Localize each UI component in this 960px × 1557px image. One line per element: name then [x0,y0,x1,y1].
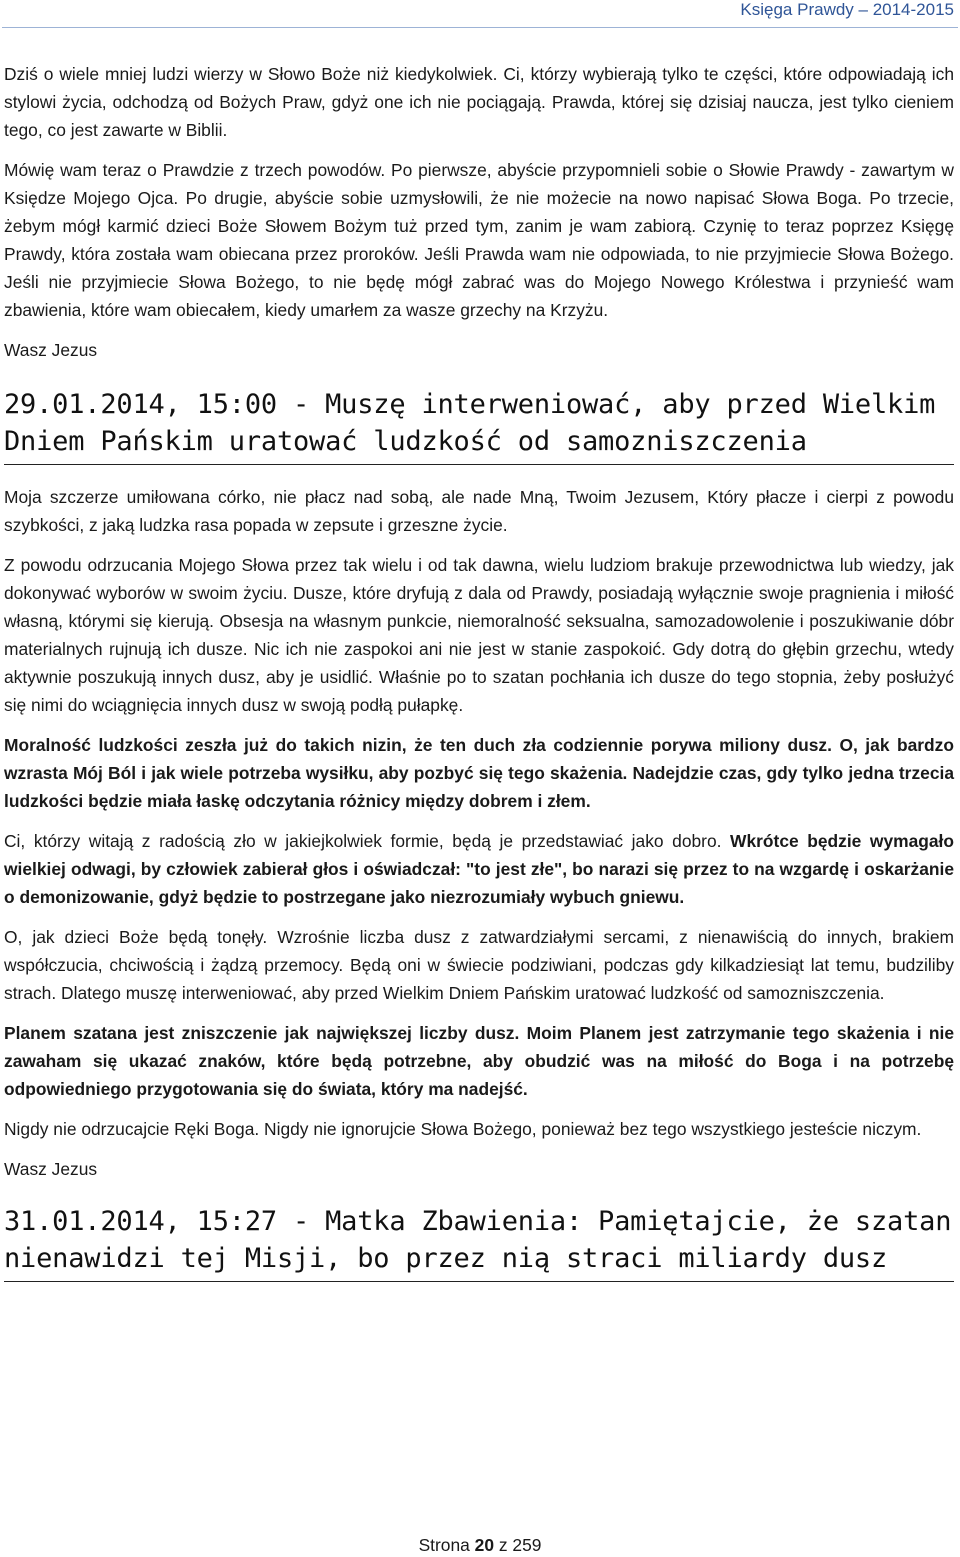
signature-2: Wasz Jezus [4,1159,98,1179]
message-paragraph-4-normal: Ci, którzy witają z radością zło w jakiejkolwiek formie, będą je przedstawiać jako dobro. [4,831,731,851]
footer-prefix: Strona [418,1535,470,1555]
message-paragraph-6: Planem szatana jest zniszczenie jak największej liczby dusz. Moim Planem jest zatrzymanie tego skażenia i nie zawaham się ukazać znaków, które będą potrzebne, aby obudzić was na miłość do Boga i na potrzebę odpowiedniego przygotowania się do świata, który ma nadejść. [4,1023,954,1099]
intro-paragraph-2: Mówię wam teraz o Prawdzie z trzech powodów. Po pierwsze, abyście przypomnieli sobie o Słowie Prawdy - zawartym w Księdze Mojego Ojca. Po drugie, abyście sobie uzmysłowili, że nie możecie na nowo napisać Słowa Boga. Po trzecie, żebym mógł karmić dzieci Boże Słowem Bożym tuż przed tym, zanim je wam zabiorą. Czynię to teraz poprzez Księgę Prawdy, która została wam obiecana przez proroków. Jeśli Prawda wam nie odpowiada, to nie przyjmiecie Słowa Bożego. Jeśli nie przyjmiecie Słowa Bożego, to nie będę mógł zabrać was do Mojego Nowego Królestwa i przynieść wam zbawienia, które wam obiecałem, kiedy umarłem za wasze grzechy na Krzyżu. [4,160,954,320]
message-heading-1: 29.01.2014, 15:00 - Muszę interweniować, aby przed Wielkim Dniem Pańskim uratować ludzkość od samozniszczenia [4,386,954,465]
signature: Wasz Jezus [4,340,98,360]
message-paragraph-7: Nigdy nie odrzucajcie Ręki Boga. Nigdy nie ignorujcie Słowa Bożego, ponieważ bez tego wszystkiego jesteście niczym. [4,1119,922,1139]
message-paragraph-4 [4,827,954,911]
message-paragraph-2: Z powodu odrzucania Mojego Słowa przez tak wielu i od tak dawna, wielu ludziom brakuje przewodnictwa lub wiedzy, jak dokonywać wyborów w swoim życiu. Dusze, które dryfują z dala od Prawdy, posiadają wyłącznie swoje pragnienia i miłość własną, którymi się kierują. Obsesja na własnym punkcie, niemoralność seksualna, samozadowolenie i poszukiwanie dóbr materialnych rujnują ich dusze. Nic ich nie zaspokoi ani nie jest w stanie zaspokoić. Gdy dotrą do głębin grzechu, wtedy aktywnie poszukują innych dusz, aby je usidlić. Właśnie po to szatan pochłania ich dusze do tego stopnia, żeby posłużyć się nimi do wciągnięcia innych dusz w swoją podłą pułapkę. [4,555,954,715]
footer-of: z [498,1535,508,1555]
page-content [4,60,954,1300]
page-footer [0,1535,960,1556]
message-heading-2: 31.01.2014, 15:27 - Matka Zbawienia: Pamiętajcie, że szatan nienawidzi tej Misji, bo przez nią straci miliardy dusz [4,1203,954,1282]
message-paragraph-4-bold: Wkrótce będzie wymagało wielkiej odwagi, by człowiek zabierał głos i oświadczał: "to jest złe", bo narazi się przez to na wzgardę i oskarżanie o demonizowanie, gdyż będzie to postrzegane jako niezrozumiały wybuch gniewu. [4,831,954,907]
message-paragraph-1: Moja szczerze umiłowana córko, nie płacz nad sobą, ale nade Mną, Twoim Jezusem, Który płacze i cierpi z powodu szybkości, z jaką ludzka rasa popada w zepsute i grzeszne życie. [4,487,954,535]
footer-total-pages: 259 [512,1535,542,1555]
intro-paragraph-1: Dziś o wiele mniej ludzi wierzy w Słowo Boże niż kiedykolwiek. Ci, którzy wybierają tylko te części, które odpowiadają ich stylowi życia, odchodzą od Bożych Praw, gdyż one ich nie pociągają. Prawda, której się dzisiaj naucza, jest tylko cieniem tego, co jest zawarte w Biblii. [4,64,954,140]
message-paragraph-5: O, jak dzieci Boże będą tonęły. Wzrośnie liczba dusz z zatwardziałymi sercami, z nienawiścią do innych, brakiem współczucia, chciwością i żądzą przemocy. Będą oni w świecie podziwiani, podczas gdy kilkadziesiąt lat temu, budziliby strach. Dlatego muszę interweniować, aby przed Wielkim Dniem Pańskim uratować ludzkość od samozniszczenia. [4,927,954,1003]
running-header: Księga Prawdy – 2014-2015 [740,0,954,19]
message-paragraph-3: Moralność ludzkości zeszła już do takich nizin, że ten duch zła codziennie porywa miliony dusz. O, jak bardzo wzrasta Mój Ból i jak wiele potrzeba wysiłku, aby pozbyć się tego skażenia. Nadejdzie czas, gdy tylko jedna trzecia ludzkości będzie miała łaskę odczytania różnicy między dobrem i złem. [4,735,954,811]
footer-page-number: 20 [474,1535,495,1555]
header-divider [2,27,958,28]
